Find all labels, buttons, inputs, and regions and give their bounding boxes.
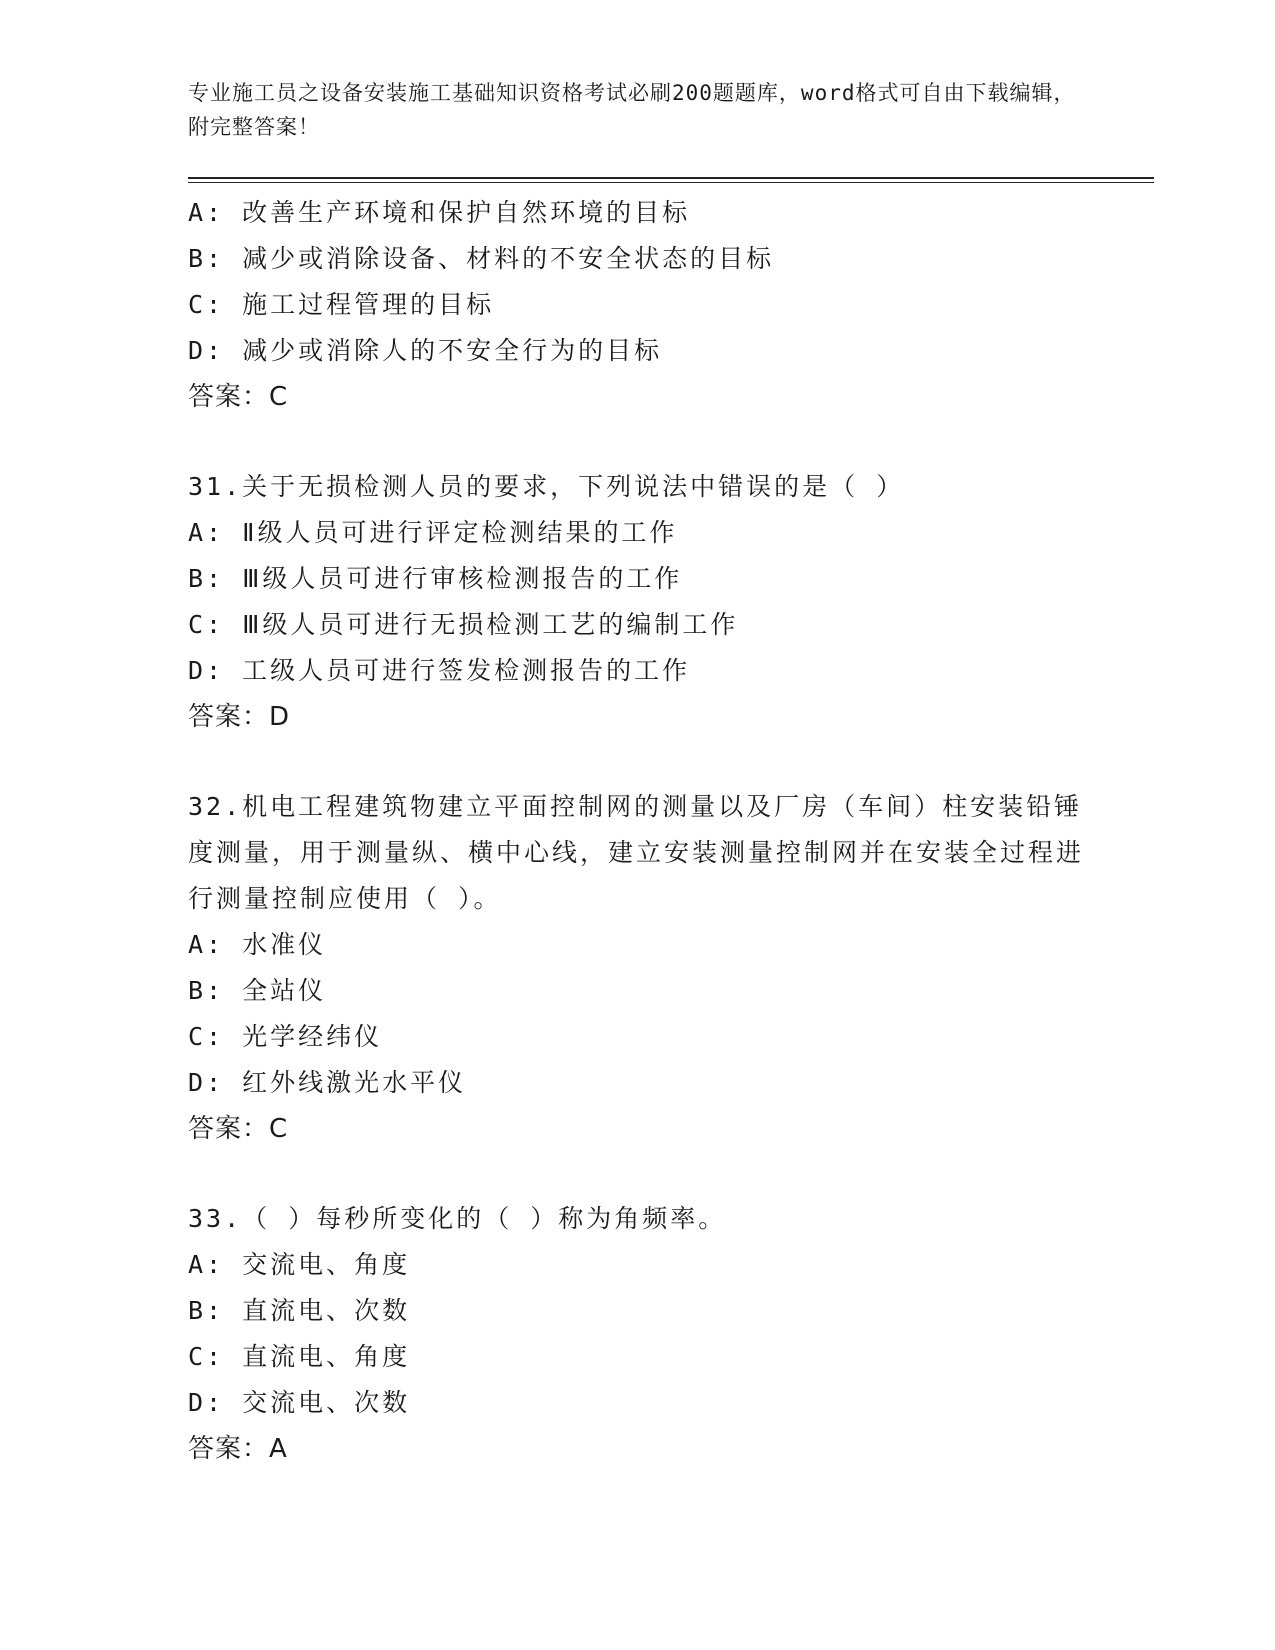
option-a: A: Ⅱ级人员可进行评定检测结果的工作 xyxy=(188,518,678,547)
header-divider-thin xyxy=(188,182,1154,183)
question-33 xyxy=(188,1196,1088,1472)
option-d: D: 工级人员可进行签发检测报告的工作 xyxy=(188,656,691,685)
answer: 答案：C xyxy=(188,382,289,412)
option-b: B: 全站仪 xyxy=(188,976,327,1005)
answer: 答案：A xyxy=(188,1434,288,1464)
option-c: C: 施工过程管理的目标 xyxy=(188,290,495,319)
question-stem: 31.关于无损检测人员的要求，下列说法中错误的是（ ） xyxy=(188,472,905,501)
option-c: C: 光学经纬仪 xyxy=(188,1022,383,1051)
option-d: D: 交流电、次数 xyxy=(188,1388,411,1417)
option-a: A: 改善生产环境和保护自然环境的目标 xyxy=(188,198,691,227)
option-d: D: 红外线激光水平仪 xyxy=(188,1068,467,1097)
question-list xyxy=(188,190,1088,1472)
question-31 xyxy=(188,464,1088,740)
question-stem: 33.（ ）每秒所变化的（ ）称为角频率。 xyxy=(188,1204,727,1233)
question-32 xyxy=(188,784,1088,1152)
question-30 xyxy=(188,190,1088,420)
option-c: C: Ⅲ级人员可进行无损检测工艺的编制工作 xyxy=(188,610,739,639)
option-b: B: 减少或消除设备、材料的不安全状态的目标 xyxy=(188,244,775,273)
header-divider-thick xyxy=(188,177,1154,179)
option-d: D: 减少或消除人的不安全行为的目标 xyxy=(188,336,663,365)
option-b: B: Ⅲ级人员可进行审核检测报告的工作 xyxy=(188,564,683,593)
option-a: A: 交流电、角度 xyxy=(188,1250,411,1279)
question-stem: 32.机电工程建筑物建立平面控制网的测量以及厂房（车间）柱安装铅锤度测量，用于测量纵、横中心线，建立安装测量控制网并在安装全过程进行测量控制应使用（ ）。 xyxy=(188,792,1085,913)
option-a: A: 水准仪 xyxy=(188,930,327,959)
answer: 答案：C xyxy=(188,1114,289,1144)
answer: 答案：D xyxy=(188,702,291,732)
document-header: 专业施工员之设备安装施工基础知识资格考试必刷200题题库，word格式可自由下载编辑，附完整答案！ xyxy=(188,81,1076,139)
option-c: C: 直流电、角度 xyxy=(188,1342,411,1371)
option-b: B: 直流电、次数 xyxy=(188,1296,411,1325)
